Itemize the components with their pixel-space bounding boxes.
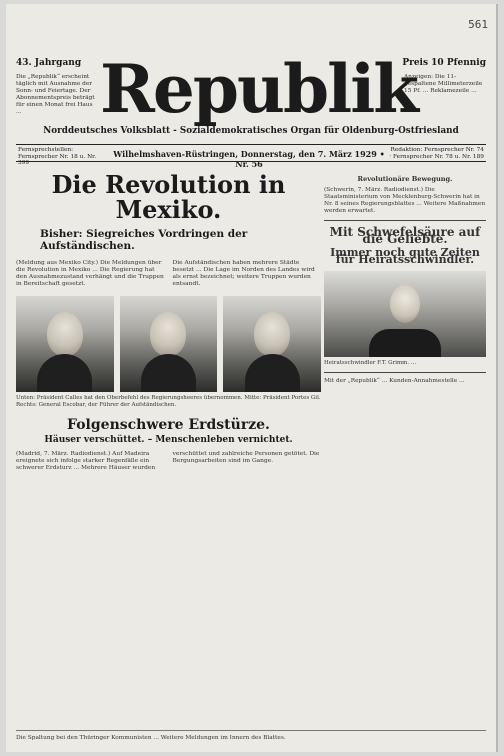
right-headline-2: Immer noch gute Zeiten für Heiratsschwindler. [330,246,480,266]
portrait-photo [120,296,218,392]
masthead [16,50,486,138]
masthead-left-notice: Die „Republik“ erscheint täglich mit Ausnahme der Sonn- und Feiertage. Der Abonnementspreis beträgt für einen Monat frei Haus ... [16,74,95,115]
lead-column-2: Die Aufständischen haben mehrere Städte besetzt ... Die Lage im Norden des Landes wird als ernst bezeichnet; weitere Truppen wurden entsandt. [172,260,315,287]
info-right: Redaktion: Fernsprecher Nr. 74 · Fernsprecher Nr. 78 u. Nr. 189 [389,147,484,160]
footer-text: Die Spaltung bei den Thüringer Kommunisten ... Weitere Meldungen im Innern des Blattes. [16,730,486,742]
right-photo [324,271,486,357]
issue-line: Wilhelmshaven-Rüstringen, Donnerstag, den 7. März 1929 • Nr. 56 [113,149,385,169]
lead-subhead: Bisher: Siegreiches Vordringen der Aufständischen. [40,228,248,252]
portrait-caption: Unten: Präsident Calles hat den Oberbefehl des Regierungsheeres übernommen. Mitte: Präsident Portes Gil. Rechts: General Escobar, der Führer der Aufständischen. [16,395,321,408]
portrait-photo [16,296,114,392]
right-headline-1: Mit Schwefelsäure auf die Geliebte. [329,225,481,246]
page-number: 561 [468,18,488,31]
portrait-row [16,296,321,392]
secondary-body: (Madrid, 7. März. Radiodienst.) Auf Madeira ereignete sich infolge starker Regenfälle ein schwerer Erdsturz ... Mehrere Häuser wurden verschüttet und zahlreiche Personen getötet. Die Bergungsarbeiten sind im Gange. [16,451,320,472]
right-top-text: (Schwerin, 7. März. Radiodienst.) Die Staatsministerium von Mecklenburg-Schwerin hat in Nr. 8 seines Regierungsblattes ... Weitere Maßnahmen werden erwartet. [324,187,486,214]
lead-article [16,172,321,732]
right-top-title: Revolutionäre Bewegung. [357,175,453,183]
divider [324,220,486,221]
newspaper-page [6,4,498,752]
info-left: Fernsprechstellen: Fernsprecher Nr. 18 u. Nr. 399 [18,147,97,166]
preis: Preis 10 Pfennig [402,58,486,68]
newspaper-title: Republik [100,50,417,128]
right-bottom-text: Mit der „Republik“ ... Kunden-Annahmestelle ... [324,377,465,384]
lead-column-1: (Meldung aus Mexiko City.) Die Meldungen über die Revolution in Mexiko ... Die Regierung hat den Ausnahmezustand verhängt und die Truppen in Bereitschaft gesetzt. [16,260,164,287]
masthead-right-notice: Anzeigen: Die 11-gespaltene Millimeterzeile 15 Pf. ... Reklamezeile ... [404,74,483,94]
lead-columns [16,260,321,288]
lead-headline: Die Revolution in Mexiko. [51,172,286,224]
newspaper-subtitle: Norddeutsches Volksblatt - Sozialdemokratisches Organ für Oldenburg-Ostfriesland [43,126,459,136]
right-column [324,172,486,732]
jahrgang: 43. Jahrgang [16,58,82,68]
divider [324,372,486,373]
issue-info-bar [16,144,486,169]
portrait-photo [223,296,321,392]
secondary-subhead: Häuser verschüttet. – Menschenleben vernichtet. [44,435,293,446]
right-photo-caption: Heiratsschwindler F.T. Grimm. ... [324,360,417,366]
secondary-headline: Folgenschwere Erdstürze. [67,417,270,434]
